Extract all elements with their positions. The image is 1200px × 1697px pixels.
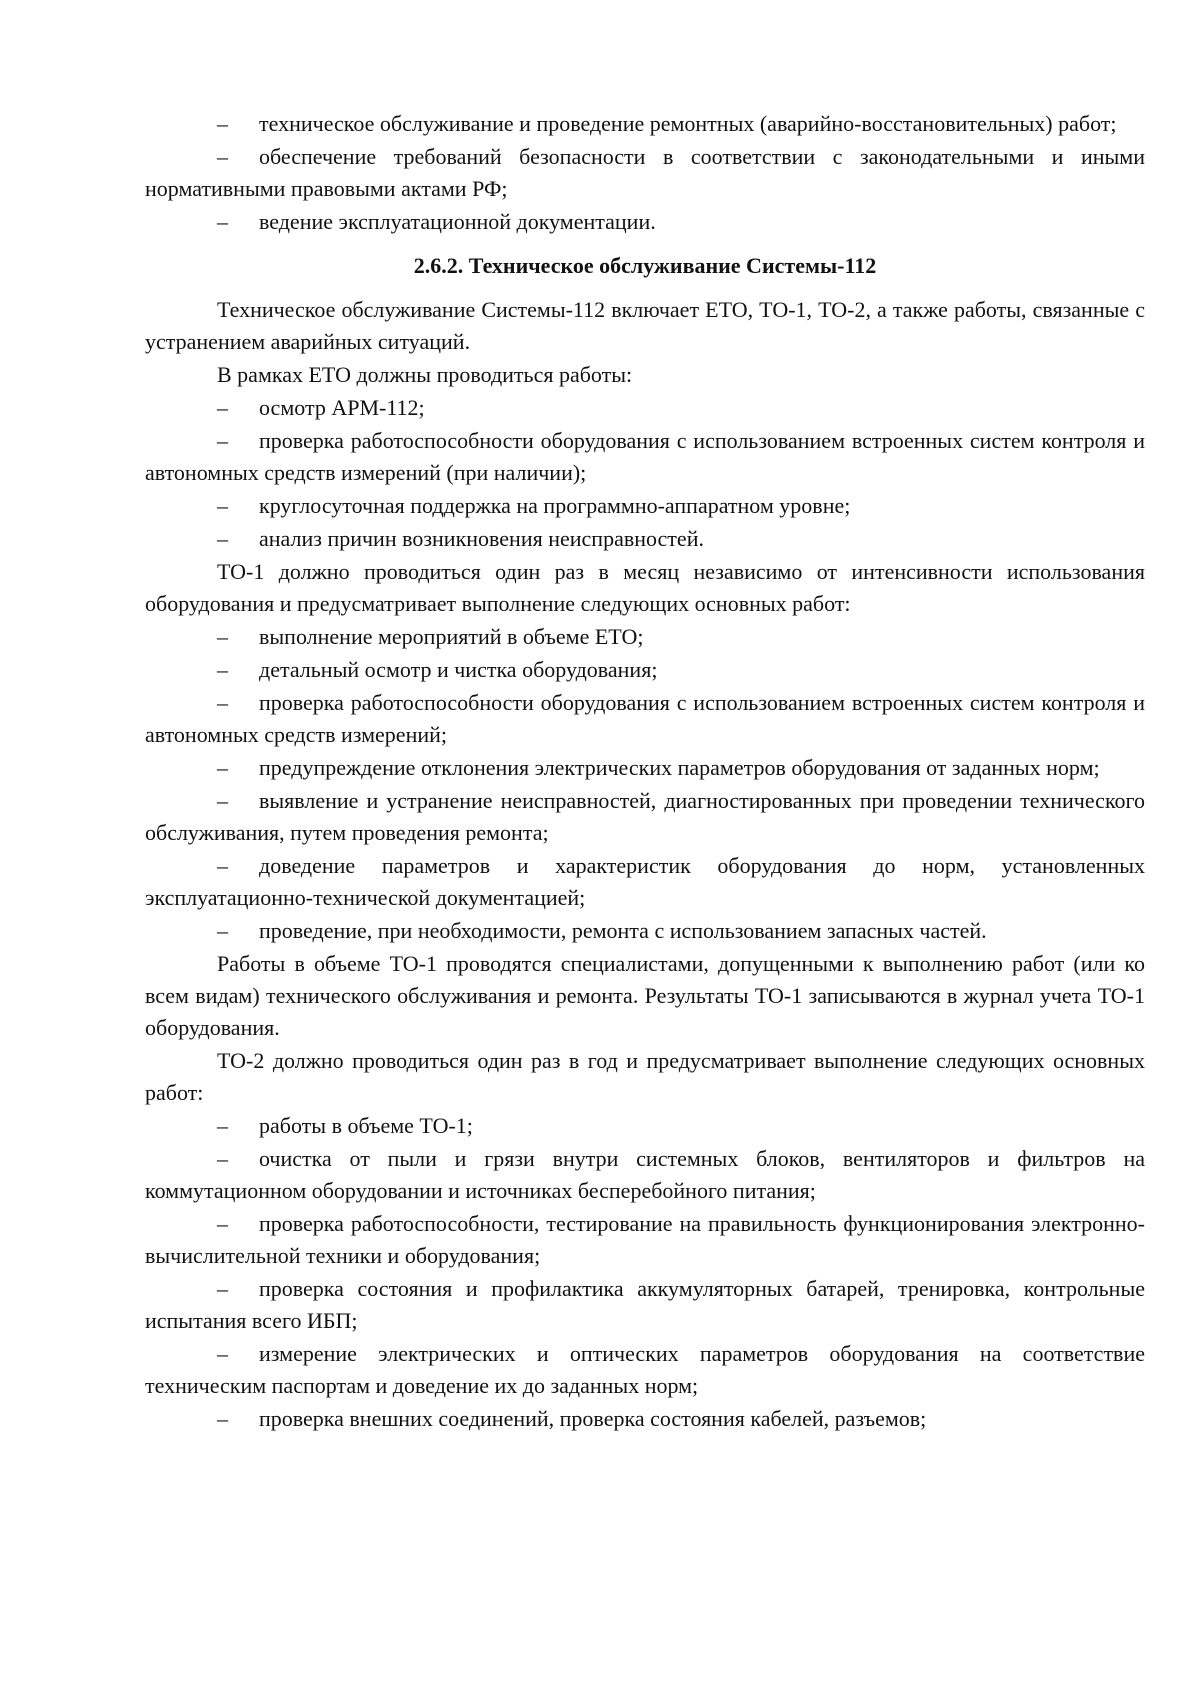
list-item-text: очистка от пыли и грязи внутри системных блоков, вентиляторов и фильтров на коммутационном оборудовании и источниках бесперебойного питания; bbox=[145, 1146, 1145, 1203]
bullet-dash: – bbox=[217, 1146, 228, 1171]
list-item bbox=[145, 785, 1145, 849]
list-item bbox=[145, 1110, 1145, 1142]
list-item bbox=[145, 654, 1145, 686]
bullet-dash: – bbox=[217, 918, 228, 943]
bullet-dash: – bbox=[217, 428, 228, 453]
list-item bbox=[145, 392, 1145, 424]
list-item bbox=[145, 141, 1145, 205]
bullet-dash: – bbox=[217, 111, 228, 136]
paragraph: Работы в объеме ТО-1 проводятся специалистами, допущенными к выполнению работ (или ко всем видам) технического обслуживания и ремонта. Результаты ТО-1 записываются в журнал учета ТО-1 оборудования. bbox=[145, 951, 1145, 1040]
list-item-text: проверка работоспособности оборудования с использованием встроенных систем контроля и автономных средств измерений; bbox=[145, 690, 1145, 747]
bullet-dash: – bbox=[217, 755, 228, 780]
list-item-text: круглосуточная поддержка на программно-аппаратном уровне; bbox=[259, 493, 851, 518]
bullet-dash: – bbox=[217, 1113, 228, 1138]
list-item bbox=[145, 687, 1145, 751]
bullet-dash: – bbox=[217, 690, 228, 715]
list-item bbox=[145, 1143, 1145, 1207]
bullet-dash: – bbox=[217, 395, 228, 420]
list-item bbox=[145, 752, 1145, 784]
list-item-text: измерение электрических и оптических параметров оборудования на соответствие техническим паспортам и доведение их до заданных норм; bbox=[145, 1341, 1145, 1398]
paragraph: ТО-2 должно проводиться один раз в год и предусматривает выполнение следующих основных работ: bbox=[145, 1048, 1145, 1105]
list-item bbox=[145, 523, 1145, 555]
list-item-text: проверка состояния и профилактика аккумуляторных батарей, тренировка, контрольные испытания всего ИБП; bbox=[145, 1276, 1145, 1333]
paragraph: ТО-1 должно проводиться один раз в месяц независимо от интенсивности использования оборудования и предусматривает выполнение следующих основных работ: bbox=[145, 559, 1145, 616]
list-item bbox=[145, 1273, 1145, 1337]
bullet-dash: – bbox=[217, 144, 228, 169]
list-item-text: обеспечение требований безопасности в соответствии с законодательными и иными нормативными правовыми актами РФ; bbox=[145, 144, 1145, 201]
list-item-text: осмотр АРМ-112; bbox=[259, 395, 425, 420]
list-item-text: проведение, при необходимости, ремонта с использованием запасных частей. bbox=[259, 918, 987, 943]
paragraph: Техническое обслуживание Системы-112 включает ЕТО, ТО-1, ТО-2, а также работы, связанные с устранением аварийных ситуаций. bbox=[145, 297, 1145, 354]
list-item-text: ведение эксплуатационной документации. bbox=[259, 209, 656, 234]
bullet-dash: – bbox=[217, 493, 228, 518]
list-item-text: предупреждение отклонения электрических параметров оборудования от заданных норм; bbox=[259, 755, 1100, 780]
bullet-dash: – bbox=[217, 1406, 228, 1431]
section-heading: 2.6.2. Техническое обслуживание Системы-112 bbox=[413, 253, 877, 278]
list-item bbox=[145, 621, 1145, 653]
bullet-dash: – bbox=[217, 526, 228, 551]
bullet-dash: – bbox=[217, 657, 228, 682]
list-item bbox=[145, 490, 1145, 522]
list-item-text: проверка работоспособности, тестирование на правильность функционирования электронно-вычислительной техники и оборудования; bbox=[145, 1211, 1145, 1268]
list-item bbox=[145, 1208, 1145, 1272]
bullet-dash: – bbox=[217, 788, 228, 813]
list-item-text: доведение параметров и характеристик оборудования до норм, установленных эксплуатационно-технической документацией; bbox=[145, 853, 1145, 910]
bullet-dash: – bbox=[217, 624, 228, 649]
list-item-text: анализ причин возникновения неисправностей. bbox=[259, 526, 704, 551]
bullet-dash: – bbox=[217, 209, 228, 234]
bullet-dash: – bbox=[217, 1211, 228, 1236]
list-item-text: проверка внешних соединений, проверка состояния кабелей, разъемов; bbox=[259, 1406, 927, 1431]
list-item-text: техническое обслуживание и проведение ремонтных (аварийно-восстановительных) работ; bbox=[259, 111, 1117, 136]
list-item bbox=[145, 206, 1145, 238]
bullet-dash: – bbox=[217, 1276, 228, 1301]
list-item bbox=[145, 1403, 1145, 1435]
list-item-text: выполнение мероприятий в объеме ЕТО; bbox=[259, 624, 644, 649]
list-item-text: детальный осмотр и чистка оборудования; bbox=[259, 657, 658, 682]
list-item bbox=[145, 915, 1145, 947]
list-item bbox=[145, 850, 1145, 914]
bullet-dash: – bbox=[217, 853, 228, 878]
list-item bbox=[145, 425, 1145, 489]
list-item bbox=[145, 1338, 1145, 1402]
list-item bbox=[145, 108, 1145, 140]
bullet-dash: – bbox=[217, 1341, 228, 1366]
list-item-text: выявление и устранение неисправностей, диагностированных при проведении технического обслуживания, путем проведения ремонта; bbox=[145, 788, 1145, 845]
list-item-text: проверка работоспособности оборудования с использованием встроенных систем контроля и автономных средств измерений (при наличии); bbox=[145, 428, 1145, 485]
list-item-text: работы в объеме ТО-1; bbox=[259, 1113, 473, 1138]
paragraph: В рамках ЕТО должны проводиться работы: bbox=[217, 362, 633, 387]
